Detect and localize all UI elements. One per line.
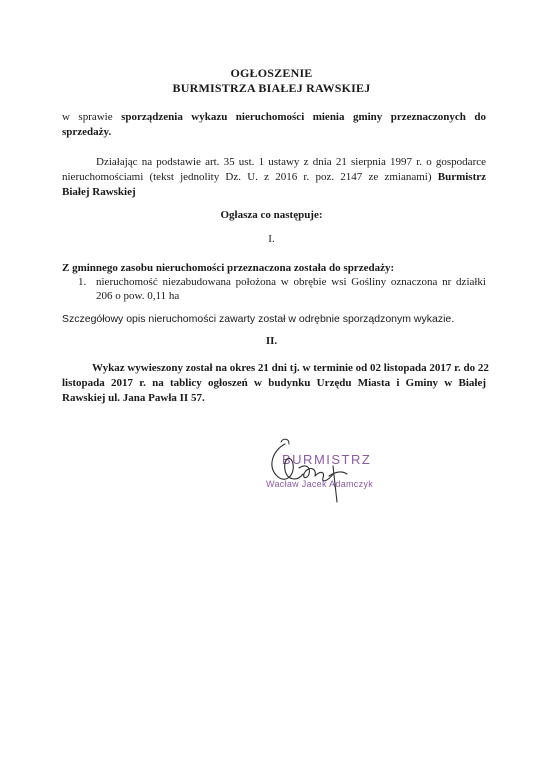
section-2-numeral: II. [265,335,278,347]
section-1-numeral: I. [268,233,275,245]
item-1-number: 1. [78,276,87,288]
legal-basis-text: nieruchomościami (tekst jednolity Dz. U. z 2016 r. poz. 2147 ze zmianami) [62,171,432,183]
legal-basis-line-3: Białej Rawskiej [62,186,136,198]
details-note: Szczegółowy opis nieruchomości zawarty został w odrębnie sporządzonym wykazie. [62,313,455,325]
subject-prefix: w sprawie [62,111,113,123]
subject-text: sporządzenia wykazu nieruchomości mienia gminy przeznaczonych do [121,111,486,123]
section-2-line-1: Wykaz wywieszony został na okres 21 dni tj. w terminie od 02 listopada 2017 r. do 22 [92,362,489,374]
handwritten-signature [255,436,365,506]
legal-basis-burmistrz: Burmistrz [437,171,486,183]
subject-line [62,110,486,125]
section-2-line-2: listopada 2017 r. na tablicy ogłoszeń w budynku Urzędu Miasta i Gminy w Białej [62,377,486,389]
legal-basis-line-2 [62,170,486,185]
section-1-heading: Z gminnego zasobu nieruchomości przeznaczona została do sprzedaży: [62,262,395,274]
legal-basis-line-1: Działając na podstawie art. 35 ust. 1 ustawy z dnia 21 sierpnia 1997 r. o gospodarce [96,156,486,168]
document-issuer: BURMISTRZA BIAŁEJ RAWSKIEJ [172,81,371,95]
item-1-line-2: 206 o pow. 0,11 ha [96,290,180,302]
stamp-title: BURMISTRZ [282,452,372,467]
document-title: OGŁOSZENIE [230,66,313,80]
announces-heading: Ogłasza co następuje: [220,209,323,221]
section-2-line-3: Rawskiej ul. Jana Pawła II 57. [62,392,205,404]
item-1-line-1: nieruchomość niezabudowana położona w obrębie wsi Gośliny oznaczona nr działki [96,276,486,288]
subject-line-2: sprzedaży. [62,126,112,138]
stamp-name: Wacław Jacek Adamczyk [266,479,373,489]
